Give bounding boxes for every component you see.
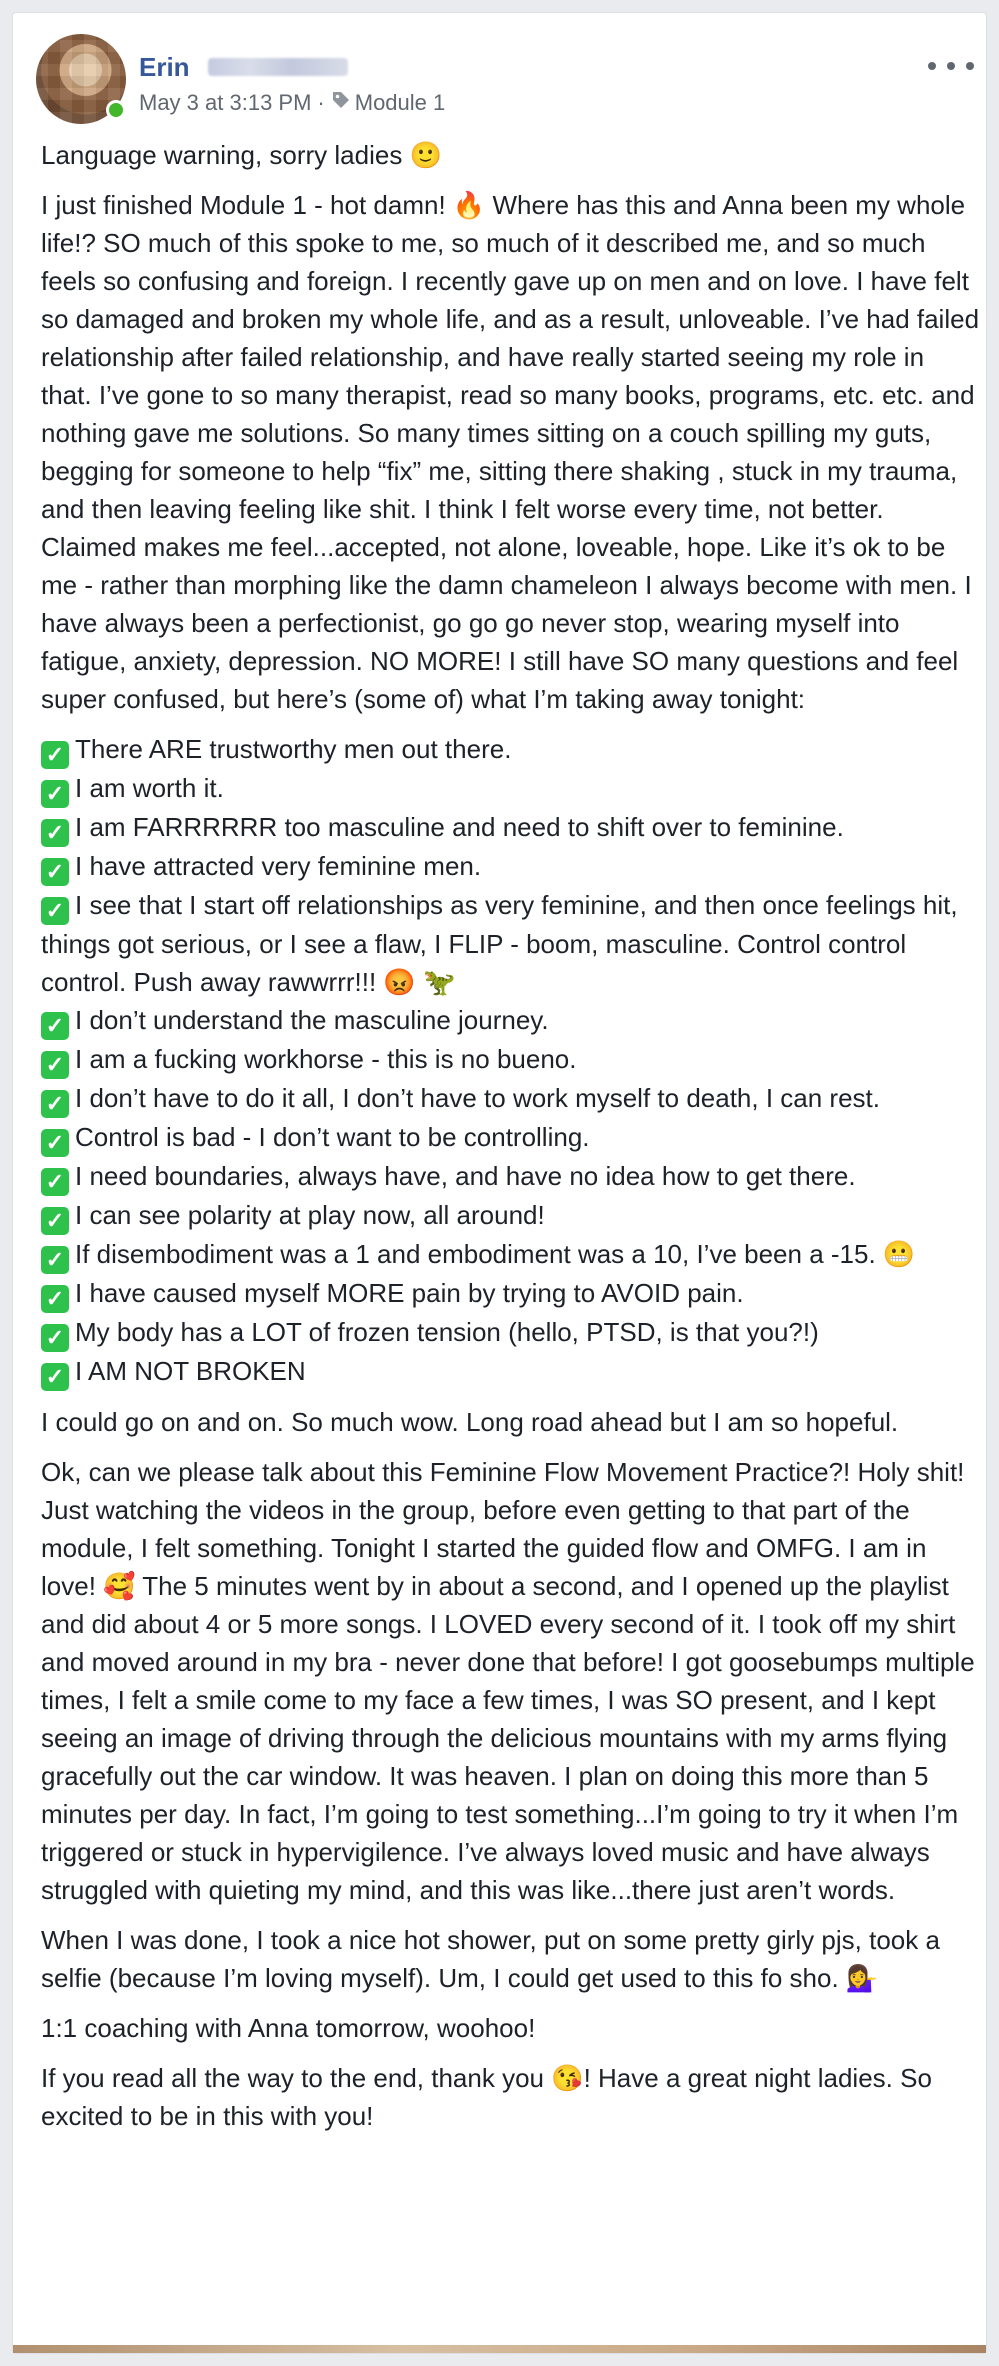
checklist-item xyxy=(41,769,981,808)
takeaway-checklist xyxy=(41,730,981,1391)
checklist-item xyxy=(41,1274,981,1313)
checklist-item xyxy=(41,1352,981,1391)
checklist-item xyxy=(41,1313,981,1352)
online-status-indicator xyxy=(106,100,126,120)
attached-photo-edge[interactable] xyxy=(13,2345,986,2353)
checklist-item xyxy=(41,1001,981,1040)
post-paragraph: If you read all the way to the end, thank you 😘! Have a great night ladies. So excited to be in this with you! xyxy=(41,2063,932,2131)
checklist-item xyxy=(41,1040,981,1079)
post-body xyxy=(41,136,981,2147)
post-card xyxy=(12,12,987,2354)
checklist-item-text: I don’t understand the masculine journey. xyxy=(75,1005,549,1035)
check-mark-icon: ✓ xyxy=(41,1051,69,1079)
checklist-item-text: I am worth it. xyxy=(75,773,224,803)
checklist-item-text: I need boundaries, always have, and have no idea how to get there. xyxy=(75,1161,856,1191)
checklist-item xyxy=(41,808,981,847)
more-dots-icon xyxy=(928,62,936,70)
checklist-item xyxy=(41,1079,981,1118)
check-mark-icon: ✓ xyxy=(41,1363,69,1391)
checklist-item xyxy=(41,1196,981,1235)
checklist-item xyxy=(41,847,981,886)
check-mark-icon: ✓ xyxy=(41,1012,69,1040)
post-paragraph: I just finished Module 1 - hot damn! 🔥 Where has this and Anna been my whole life!? SO much of this spoke to me, so much of it described me, and so much feels so confusing and foreign. I recently gave up on men and on love. I have felt so damaged and broken my whole life, and as a result, unloveable. I’ve had failed relationship after failed relationship, and have really started seeing my role in that. I’ve gone to so many therapist, read so many books, programs, etc. etc. and nothing gave me solutions. So many times sitting on a couch spilling my guts, begging for someone to help “fix” me, sitting there shaking , stuck in my trauma, and then leaving feeling like shit. I think I felt worse every time, not better. Claimed makes me feel...accepted, not alone, loveable, hope. Like it’s ok to be me - rather than morphing like the damn chameleon I always become with men. I have always been a perfectionist, go go go never stop, wearing myself into fatigue, anxiety, depression. NO MORE! I still have SO many questions and feel super confused, but here’s (some of) what I’m taking away tonight: xyxy=(41,190,980,714)
post-paragraph: 1:1 coaching with Anna tomorrow, woohoo! xyxy=(41,2013,536,2043)
meta-separator: · xyxy=(317,90,325,115)
post-meta xyxy=(139,89,445,117)
post-topic-tag[interactable]: Module 1 xyxy=(354,90,446,115)
more-dots-icon-dot xyxy=(947,62,955,70)
post-paragraph: When I was done, I took a nice hot shower, put on some pretty girly pjs, took a selfie (because I’m loving myself). Um, I could get used to this fo sho. 💁‍♀️ xyxy=(41,1925,940,1993)
check-mark-icon: ✓ xyxy=(41,1207,69,1235)
check-mark-icon: ✓ xyxy=(41,1324,69,1352)
redacted-surname xyxy=(208,58,348,76)
checklist-item-text: I have caused myself MORE pain by trying to AVOID pain. xyxy=(75,1278,744,1308)
checklist-item xyxy=(41,1235,981,1274)
checklist-item-text: My body has a LOT of frozen tension (hello, PTSD, is that you?!) xyxy=(75,1317,819,1347)
post-paragraph: Language warning, sorry ladies 🙂 xyxy=(41,140,442,170)
checklist-item-text: Control is bad - I don’t want to be controlling. xyxy=(75,1122,590,1152)
checklist-item xyxy=(41,730,981,769)
check-mark-icon: ✓ xyxy=(41,1246,69,1274)
checklist-item-text: I can see polarity at play now, all around! xyxy=(75,1200,545,1230)
check-mark-icon: ✓ xyxy=(41,741,69,769)
check-mark-icon: ✓ xyxy=(41,780,69,808)
check-mark-icon: ✓ xyxy=(41,1285,69,1313)
checklist-item-text: I AM NOT BROKEN xyxy=(75,1356,306,1386)
tag-icon xyxy=(331,90,351,116)
check-mark-icon: ✓ xyxy=(41,897,69,925)
check-mark-icon: ✓ xyxy=(41,1168,69,1196)
checklist-item-text: I am FARRRRRR too masculine and need to shift over to feminine. xyxy=(75,812,844,842)
post-paragraph: I could go on and on. So much wow. Long road ahead but I am so hopeful. xyxy=(41,1407,899,1437)
checklist-item xyxy=(41,1157,981,1196)
post-header xyxy=(36,34,986,124)
checklist-item-text: I don’t have to do it all, I don’t have to work myself to death, I can rest. xyxy=(75,1083,880,1113)
checklist-item-text: I have attracted very feminine men. xyxy=(75,851,482,881)
checklist-item-text: There ARE trustworthy men out there. xyxy=(75,734,512,764)
author-name[interactable]: Erin xyxy=(139,51,190,82)
checklist-item-text: I see that I start off relationships as very feminine, and then once feelings hit, things got serious, or I see a flaw, I FLIP - boom, masculine. Control control control. Push away rawwrrr!!! 😡 🦖 xyxy=(41,890,958,997)
more-options-button[interactable] xyxy=(928,56,974,76)
post-timestamp[interactable]: May 3 at 3:13 PM xyxy=(139,90,312,115)
check-mark-icon: ✓ xyxy=(41,1090,69,1118)
check-mark-icon: ✓ xyxy=(41,858,69,886)
check-mark-icon: ✓ xyxy=(41,819,69,847)
post-paragraph: Ok, can we please talk about this Feminine Flow Movement Practice?! Holy shit! Just watching the videos in the group, before even getting to that part of the module, I felt something. Tonight I started the guided flow and OMFG. I am in love! 🥰 The 5 minutes went by in about a second, and I opened up the playlist and did about 4 or 5 more songs. I LOVED every second of it. I took off my shirt and moved around in my bra - never done that before! I got goosebumps multiple times, I felt a smile come to my face a few times, I was SO present, and I kept seeing an image of driving through the delicious mountains with my arms flying gracefully out the car window. It was heaven. I plan on doing this more than 5 minutes per day. In fact, I’m going to test something...I’m going to try it when I’m triggered or stuck in hypervigilence. I’ve always loved music and have always struggled with quieting my mind, and this was like...there just aren’t words. xyxy=(41,1457,975,1905)
check-mark-icon: ✓ xyxy=(41,1129,69,1157)
author-row xyxy=(139,50,348,84)
checklist-item-text: I am a fucking workhorse - this is no bueno. xyxy=(75,1044,577,1074)
checklist-item xyxy=(41,1118,981,1157)
checklist-item-text: If disembodiment was a 1 and embodiment was a 10, I’ve been a -15. 😬 xyxy=(75,1239,916,1269)
checklist-item xyxy=(41,886,981,1001)
more-dots-icon-dot xyxy=(966,62,974,70)
